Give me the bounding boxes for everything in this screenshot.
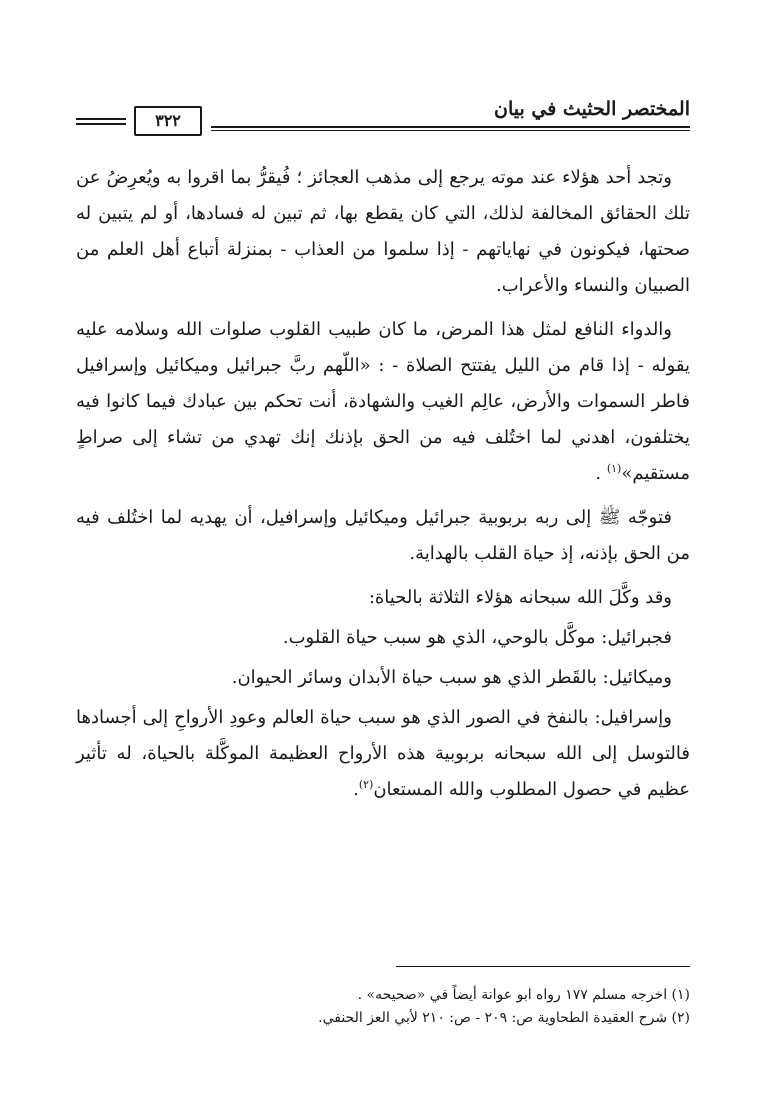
paragraph-text: والدواء النافع لمثل هذا المرض، ما كان طبيب القلوب صلوات الله وسلامه عليه يقوله - إذا قام من الليل يفتتح الصلاة - : «اللّهم ربَّ جبرائيل وميكائيل وإسرافيل فاطر السموات والأرض، عالِم الغيب والشهادة، أنت تحكم بين عبادك فيما كانوا فيه يختلفون، اهدني لما اختُلف فيه من الحق بإذنك إنك تهدي من تشاء إلى صراطٍ مستقيم» <box>76 319 690 484</box>
paragraph-end: . <box>595 463 602 484</box>
footnote: (٢) شرح العقيدة الطحاوية ص: ٢٠٩ - ص: ٢١٠ لأبي العز الحنفي. <box>318 1010 690 1026</box>
header-rule-thin <box>211 130 690 131</box>
footnote-separator <box>396 966 690 967</box>
paragraph-text: وإسرافيل: بالنفخ في الصور الذي هو سبب حياة العالم وعودِ الأرواحِ إلى أجسادها فالتوسل إلى الله سبحانه بربوبية هذه الأرواح العظيمة الموكَّلة بالحياة، له تأثير عظيم في حصول المطلوب والله المستعان <box>76 707 690 800</box>
paragraph: وقد وكَّلَ الله سبحانه هؤلاء الثلاثة بالحياة: <box>368 587 672 608</box>
paragraph-end: . <box>353 779 359 800</box>
paragraph: وتجد أحد هؤلاء عند موته يرجع إلى مذهب العجائز ؛ فُيقرُّ بما اقروا به ويُعرِضُ عن تلك الحقائق المخالفة لذلك، التي كان يقطع بها، ثم تبين له فسادها، أو لم يتبين له صحتها، فيكونون في نهاياتهم - إذا سلموا من العذاب - بمنزلة أتباع أهل العلم من الصبيان والنساء والأعراب. <box>76 167 690 296</box>
header-rule-thick <box>211 126 690 128</box>
footnote-ref: (١) <box>606 462 622 475</box>
body-text <box>76 160 690 816</box>
paragraph: فجبرائيل: موكَّل بالوحي، الذي هو سبب حياة القلوب. <box>282 627 672 648</box>
running-title: المختصر الحثيث في بيان <box>494 98 690 120</box>
page-header <box>76 96 690 136</box>
paragraph: وميكائيل: بالقَطر الذي هو سبب حياة الأبدان وسائر الحيوان. <box>231 667 672 688</box>
footnotes <box>76 984 690 1030</box>
footnote: (١) اخرجه مسلم ١٧٧ رواه ابو عوانة أيضاً في «صحيحه» . <box>357 987 690 1003</box>
footnote-ref: (٢) <box>358 778 374 791</box>
paragraph <box>76 700 690 808</box>
header-side-rule-bottom <box>76 123 126 125</box>
paragraph <box>76 312 690 492</box>
page-number: ٣٢٢ <box>134 106 202 136</box>
header-side-rule-top <box>76 118 126 120</box>
paragraph: فتوجّه ﷺ إلى ربه بربوبية جبرائيل وميكائيل وإسرافيل، أن يهديه لما اختُلف فيه من الحق بإذنه، إذ حياة القلب بالهداية. <box>76 507 690 564</box>
